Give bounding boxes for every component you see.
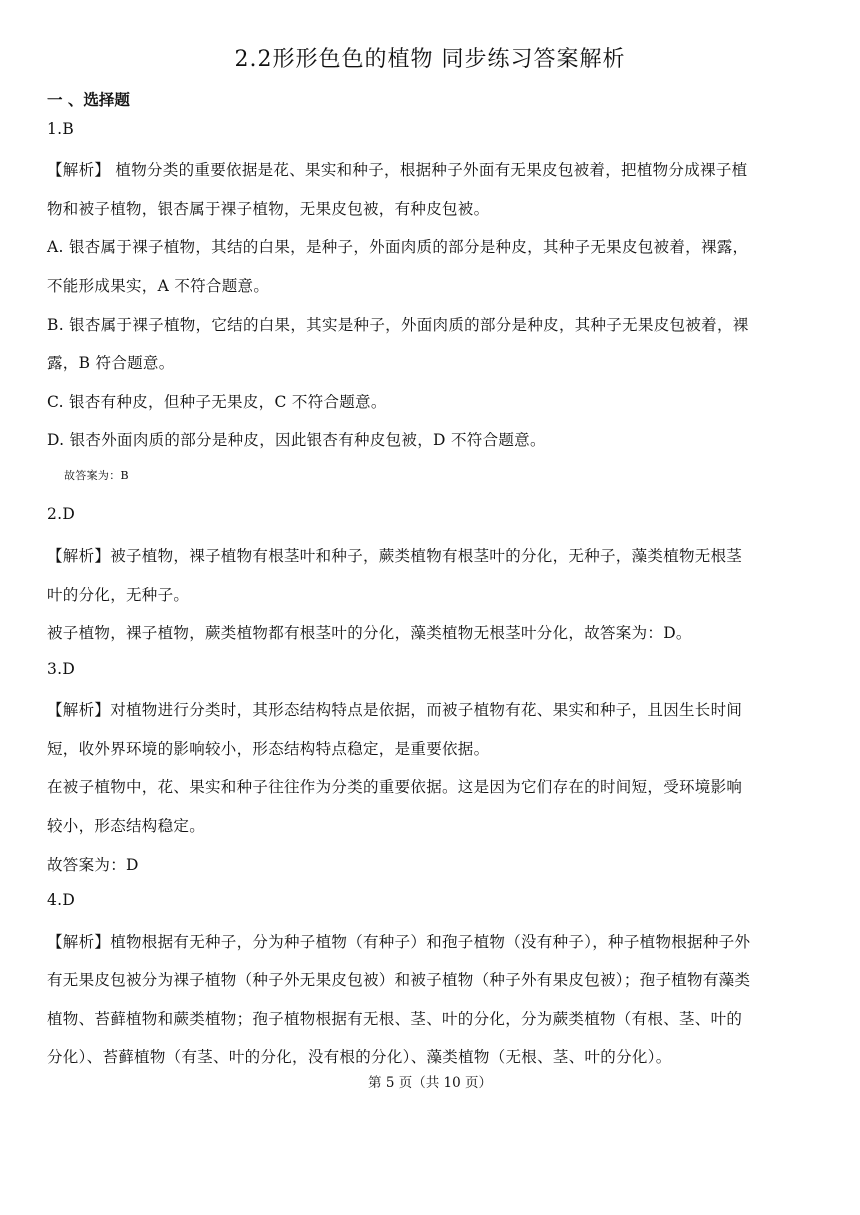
answer-number: 3.D	[47, 660, 76, 678]
text-line: B. 银杏属于裸子植物，它结的白果，其实是种子，外面肉质的部分是种皮，其种子无果皮包被着，裸	[47, 316, 749, 334]
answer-line: 故答案为：B	[64, 469, 129, 482]
page-footer: 第 5 页（共 10 页）	[368, 1075, 492, 1091]
text-line: 物和被子植物，银杏属于裸子植物，无果皮包被，有种皮包被。	[47, 200, 490, 218]
section-heading: 一 、选择题	[47, 91, 130, 109]
text-line: C. 银杏有种皮，但种子无果皮，C 不符合题意。	[47, 393, 387, 411]
text-line: 【解析】被子植物，裸子植物有根茎叶和种子，蕨类植物有根茎叶的分化，无种子，藻类植物无根茎	[47, 547, 743, 565]
text-line: 【解析】 植物分类的重要依据是花、果实和种子，根据种子外面有无果皮包被着，把植物分成裸子植	[47, 161, 748, 179]
text-line: 有无果皮包被分为裸子植物（种子外无果皮包被）和被子植物（种子外有果皮包被）；孢子植物有藻类	[47, 971, 751, 989]
text-line: 叶的分化，无种子。	[47, 586, 190, 604]
text-line: A. 银杏属于裸子植物，其结的白果，是种子，外面肉质的部分是种皮，其种子无果皮包被着，裸露，	[47, 238, 749, 256]
text-line: 短，收外界环境的影响较小，形态结构特点稳定，是重要依据。	[47, 740, 490, 758]
text-line: 分化）、苔藓植物（有茎、叶的分化，没有根的分化）、藻类植物（无根、茎、叶的分化）。	[47, 1048, 672, 1066]
text-line: 【解析】植物根据有无种子，分为种子植物（有种子）和孢子植物（没有种子），种子植物根据种子外	[47, 933, 751, 951]
text-line: 在被子植物中，花、果实和种子往往作为分类的重要依据。这是因为它们存在的时间短，受环境影响	[47, 778, 743, 796]
text-line: 不能形成果实，A 不符合题意。	[47, 277, 270, 295]
answer-number: 1.B	[47, 120, 75, 138]
page-title: 2.2形形色色的植物 同步练习答案解析	[234, 47, 626, 72]
text-line: 【解析】对植物进行分类时，其形态结构特点是依据，而被子植物有花、果实和种子，且因生长时间	[47, 701, 743, 719]
text-line: 植物、苔藓植物和蕨类植物；孢子植物根据有无根、茎、叶的分化，分为蕨类植物（有根、茎、叶的	[47, 1010, 743, 1028]
text-line: 被子植物，裸子植物，蕨类植物都有根茎叶的分化，藻类植物无根茎叶分化，故答案为：D。	[47, 624, 692, 642]
text-line: D. 银杏外面肉质的部分是种皮，因此银杏有种皮包被，D 不符合题意。	[47, 431, 546, 449]
answer-number: 2.D	[47, 505, 76, 523]
text-line: 较小，形态结构稳定。	[47, 817, 206, 835]
answer-line: 故答案为：D	[47, 856, 139, 874]
answer-number: 4.D	[47, 891, 76, 909]
text-line: 露，B 符合题意。	[47, 354, 175, 372]
